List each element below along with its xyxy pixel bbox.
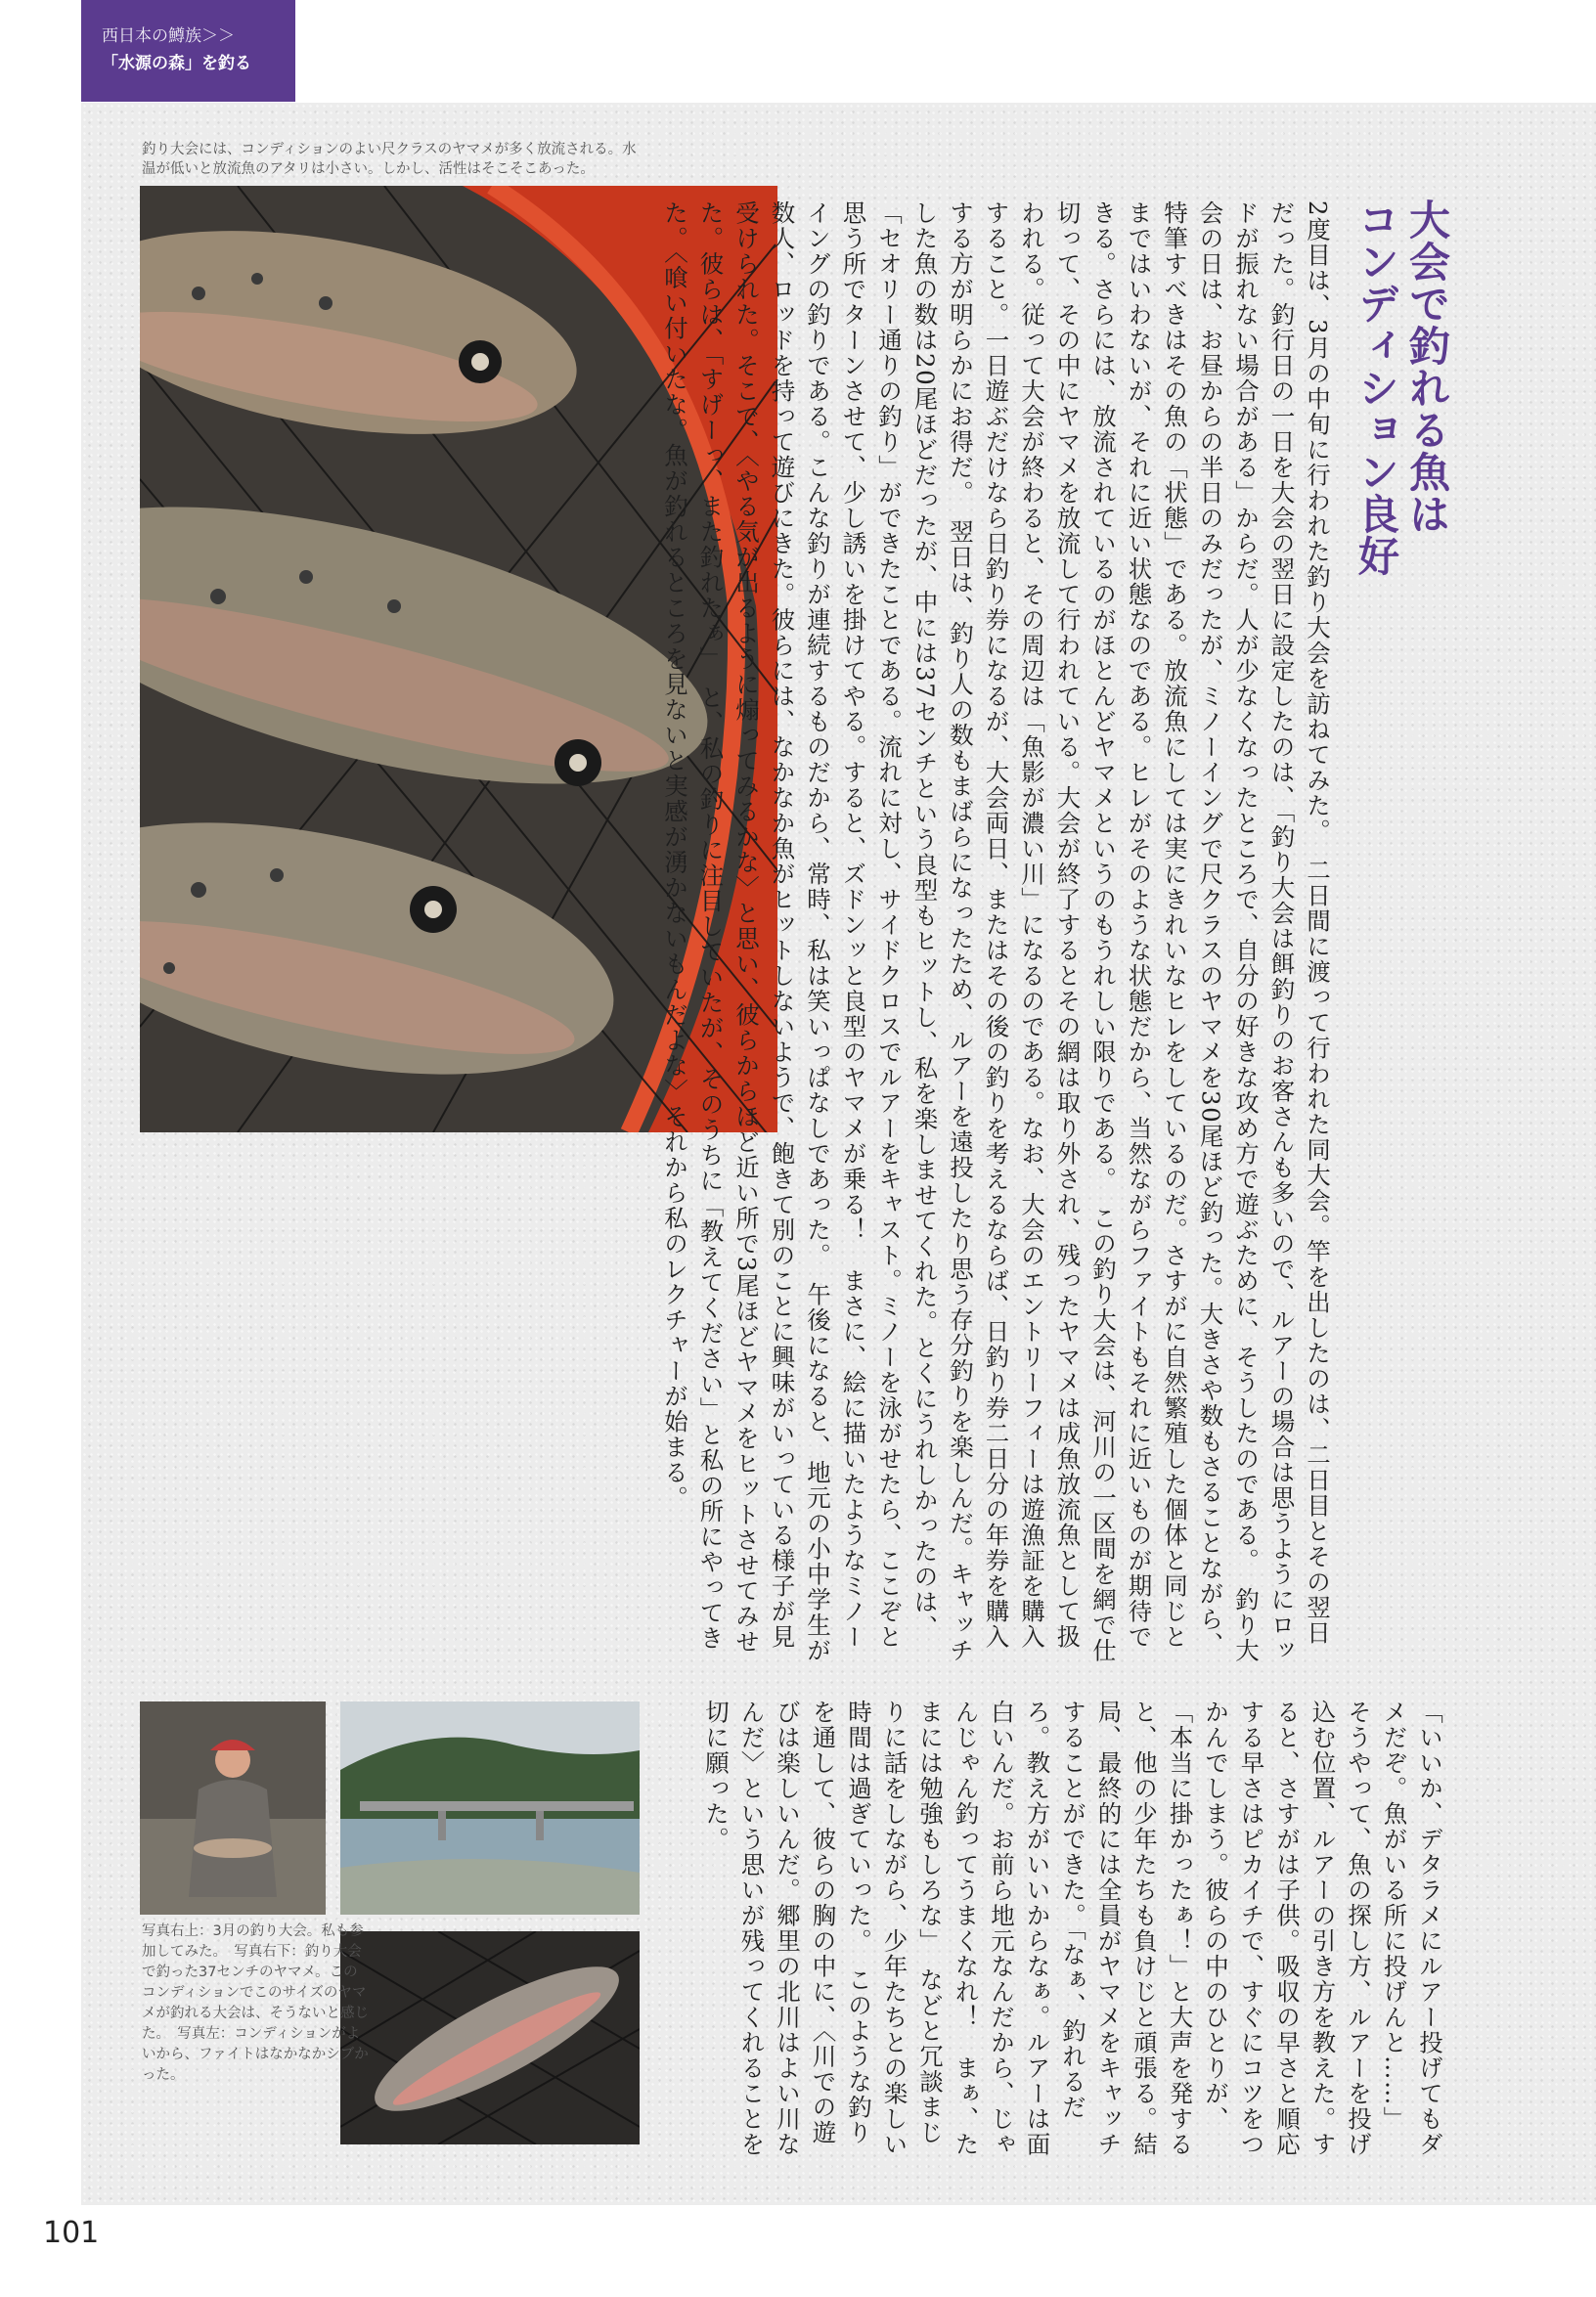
small-photos-caption: 写真右上：3月の釣り大会。私も参加してみた。 写真右下：釣り大会で釣った37センチのヤマメ。このコンディションでこのサイズのヤマメが釣れる大会は、そうないと感じた。 写真左：コンディションがよいから、ファイトはなかなかシブかった。 [142, 1923, 369, 2083]
body-paragraph-block-2: 「いいか、デタラメにルアー投げてもダメだぞ。魚がいる所に投げんと……」 そうやって、魚の探し方、ルアーを投げ込む位置、ルアーの引き方を教えた。すると、さすがは子供。吸収の早さと順応する早さはピカイチで、すぐにコツをつかんでしまう。彼らの中のひとりが、「本当に掛かったぁ！」と大声を発すると、他の少年たちも負けじと頑張る。結局、最終的には全員がヤマメをキャッチすることができた。「なぁ、釣れるだろ。教え方がいいからなぁ。ルアーは面白いんだ。お前ら地元なんだから、じゃんじゃん釣ってうまくなれ！ まぁ、たまには勉強もしろな」 などと冗談まじりに話をしながら、少年たちとの楽しい時間は過ぎていった。 このような釣りを通して、彼らの胸の中に、〈川での遊びは楽しいんだ。郷里の北川はよい川なんだ〉という思いが残ってくれることを切に願った。 [702, 1700, 1444, 2157]
body-text-main [137, 200, 1335, 1667]
headline-line-2: コンディション良好 [1352, 199, 1400, 577]
photo-trout-in-net [340, 1931, 640, 2144]
section-tab [81, 0, 295, 102]
article-headline [1345, 199, 1452, 619]
headline-line-1: 大会で釣れる魚は [1403, 199, 1451, 535]
main-photo-caption: 釣り大会には、コンディションのよい尺クラスのヤマメが多く放流される。水温が低いと放流魚のアタリは小さい。しかし、活性はそこそこあった。 [142, 142, 637, 177]
section-label: 西日本の鱒族＞＞ [102, 26, 235, 46]
article-series-title: 「水源の森」を釣る [102, 54, 251, 73]
body-text-lower-right [675, 1700, 1447, 2159]
page-number: 101 [43, 2216, 100, 2250]
body-paragraph-block-1: 2度目は、3月の中旬に行われた釣り大会を訪ねてみた。 二日間に渡って行われた同大会。竿を出したのは、二日目とその翌日だった。釣行日の一日を大会の翌日に設定したのは、「釣り大会は餌釣りのお客さんも多いので、ルアーの場合は思うようにロッドが振れない場合がある」からだ。人が少なくなったところで、自分の好きな攻め方で遊ぶために、そうしたのである。 釣り大会の日は、お昼からの半日のみだったが、ミノーイングで尺クラスのヤマメを30尾ほど釣った。大きさや数もさることながら、特筆すべきはその魚の「状態」である。放流魚にしては実にきれいなヒレをしているのだ。さすがに自然繁殖した個体と同じとまではいわないが、それに近い状態なのである。ヒレがそのような状態だから、当然ながらファイトもそれに近いものが期待できる。さらには、放流されているのがほとんどヤマメというのもうれしい限りである。 この釣り大会は、河川の一区間を網で仕切って、その中にヤマメを放流して行われている。大会が終了するとその網は取り外され、残ったヤマメは成魚放流魚として扱われる。従って大会が終わると、その周辺は「魚影が濃い川」になるのである。なお、大会のエントリーフィーは遊漁証を購入すること。一日遊ぶだけなら日釣り券になるが、大会両日、またはその後の釣りを考えるならば、日釣り券二日分の年券を購入する方が明らかにお得だ。 翌日は、釣り人の数もまばらになったため、ルアーを遠投したり思う存分釣りを楽しんだ。キャッチした魚の数は20尾ほどだったが、中には37センチという良型もヒットし、私を楽しませてくれた。とくにうれしかったのは、「セオリー通りの釣り」ができたことである。流れに対し、サイドクロスでルアーをキャスト。ミノーを泳がせたら、ここぞと思う所でターンさせて、少し誘いを掛けてやる。すると、ズドンッと良型のヤマメが乗る！ まさに、絵に描いたようなミノーイングの釣りである。こんな釣りが連続するものだから、常時、私は笑いっぱなしであった。 午後になると、地元の小中学生が数人、ロッドを持って遊びにきた。彼らには、なかなか魚がヒットしないようで、飽きて別のことに興味がいっている様子が見受けられた。そこで、〈やる気が出るように煽ってみるかな〉と思い、彼らからほど近い所で3尾ほどヤマメをヒットさせてみせた。彼らは、「すげーっ、また釣れたぁ」 と、私の釣りに注目していたが、そのうちに「教えてください」と私の所にやってきた。〈喰い付いたな。魚が釣れるところを見ないと実感が湧かないもんだよな〉それから私のレクチャーが始まる。 [661, 200, 1332, 1663]
photo-angler-kneeling [140, 1701, 326, 1915]
photo-river-bridge [340, 1701, 640, 1915]
